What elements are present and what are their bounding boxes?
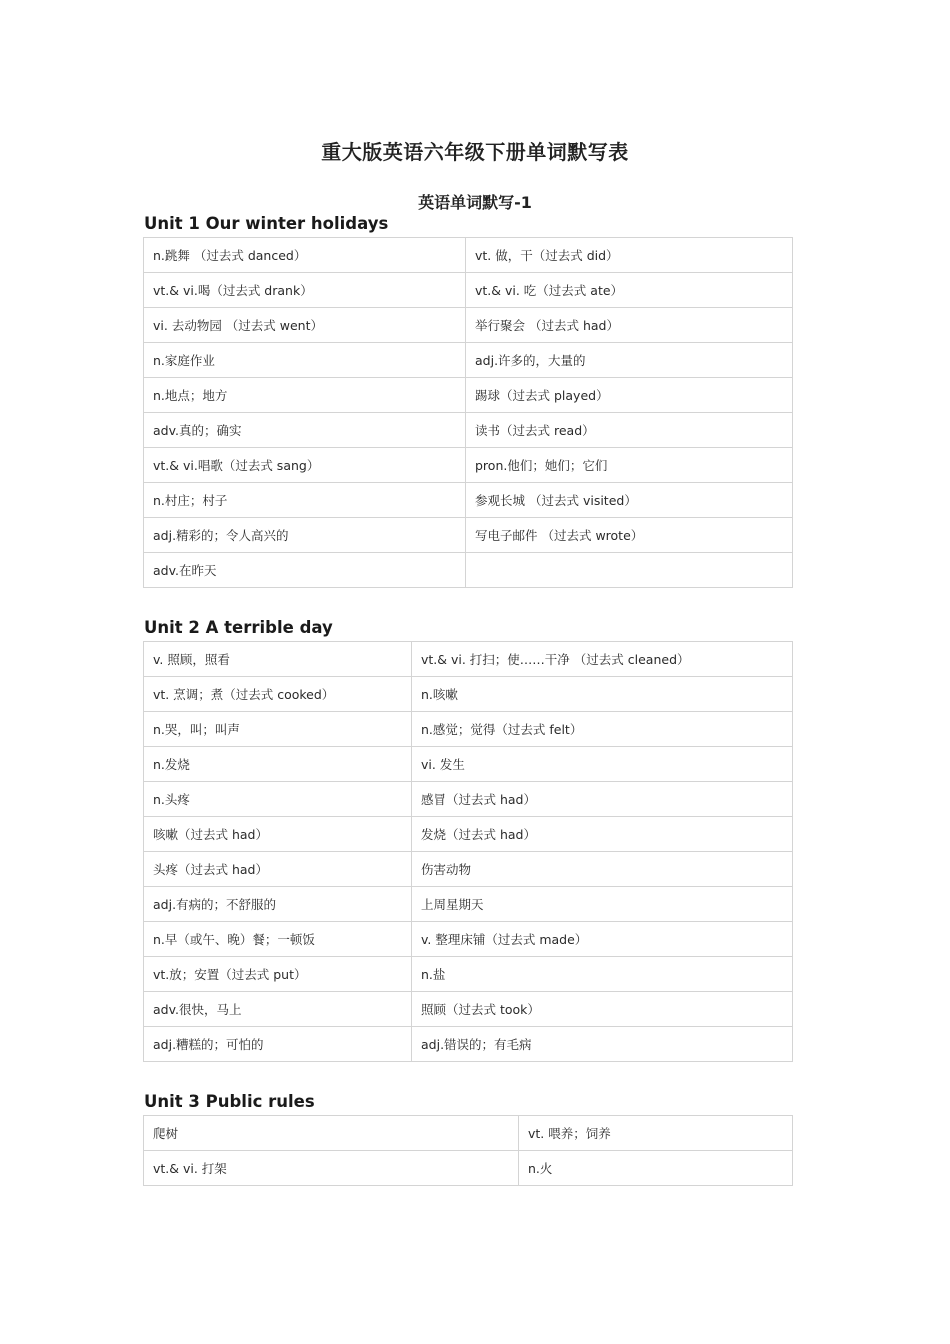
table-cell: adv.在昨天	[144, 553, 466, 588]
unit-3-heading: Unit 3 Public rules	[144, 1092, 315, 1111]
table-row	[144, 308, 793, 343]
table-cell: adv.很快，马上	[144, 992, 412, 1027]
table-row	[144, 677, 793, 712]
table-row	[144, 483, 793, 518]
table-row	[144, 343, 793, 378]
table-cell	[466, 553, 793, 588]
table-row	[144, 992, 793, 1027]
table-cell: 举行聚会 （过去式 had）	[466, 308, 793, 343]
table-cell: 爬树	[144, 1116, 519, 1151]
table-row	[144, 1116, 793, 1151]
table-cell: n.地点；地方	[144, 378, 466, 413]
table-row	[144, 957, 793, 992]
table-cell: n.早（或午、晚）餐；一顿饭	[144, 922, 412, 957]
table-cell: adj.有病的；不舒服的	[144, 887, 412, 922]
table-cell: n.咳嗽	[412, 677, 793, 712]
table-row	[144, 378, 793, 413]
table-row	[144, 712, 793, 747]
table-cell: vt. 喂养；饲养	[519, 1116, 793, 1151]
table-cell: v. 照顾，照看	[144, 642, 412, 677]
table-cell: adj.精彩的；令人高兴的	[144, 518, 466, 553]
table-cell: vt.& vi. 打架	[144, 1151, 519, 1186]
table-row	[144, 782, 793, 817]
table-cell: 感冒（过去式 had）	[412, 782, 793, 817]
table-cell: 发烧（过去式 had）	[412, 817, 793, 852]
unit-3-vocab-table	[143, 1115, 793, 1186]
table-cell: vt.放；安置（过去式 put）	[144, 957, 412, 992]
table-cell: vt. 做，干（过去式 did）	[466, 238, 793, 273]
table-row	[144, 413, 793, 448]
table-cell: vt.& vi.喝（过去式 drank）	[144, 273, 466, 308]
unit-1-vocab-table	[143, 237, 793, 588]
table-cell: n.头疼	[144, 782, 412, 817]
table-cell: 头疼（过去式 had）	[144, 852, 412, 887]
table-cell: n.发烧	[144, 747, 412, 782]
table-cell: vt.& vi. 吃（过去式 ate）	[466, 273, 793, 308]
unit-1-heading: Unit 1 Our winter holidays	[144, 214, 389, 233]
table-cell: adv.真的；确实	[144, 413, 466, 448]
page-title: 重大版英语六年级下册单词默写表	[321, 140, 629, 164]
table-cell: 踢球（过去式 played）	[466, 378, 793, 413]
table-cell: adj.糟糕的；可怕的	[144, 1027, 412, 1062]
table-cell: vi. 发生	[412, 747, 793, 782]
table-cell: adj.错误的；有毛病	[412, 1027, 793, 1062]
table-cell: n.跳舞 （过去式 danced）	[144, 238, 466, 273]
table-cell: 咳嗽（过去式 had）	[144, 817, 412, 852]
table-row	[144, 747, 793, 782]
table-cell: n.感觉；觉得（过去式 felt）	[412, 712, 793, 747]
table-row	[144, 852, 793, 887]
table-row	[144, 518, 793, 553]
table-cell: 读书（过去式 read）	[466, 413, 793, 448]
table-row	[144, 887, 793, 922]
table-cell: v. 整理床铺（过去式 made）	[412, 922, 793, 957]
unit-2-vocab-table	[143, 641, 793, 1062]
table-cell: adj.许多的，大量的	[466, 343, 793, 378]
table-cell: n.火	[519, 1151, 793, 1186]
table-row	[144, 273, 793, 308]
table-row	[144, 553, 793, 588]
table-row	[144, 817, 793, 852]
table-cell: n.村庄；村子	[144, 483, 466, 518]
table-cell: 伤害动物	[412, 852, 793, 887]
table-cell: n.家庭作业	[144, 343, 466, 378]
table-cell: vt.& vi.唱歌（过去式 sang）	[144, 448, 466, 483]
table-cell: vt. 烹调；煮（过去式 cooked）	[144, 677, 412, 712]
table-cell: n.哭，叫；叫声	[144, 712, 412, 747]
unit-2-heading: Unit 2 A terrible day	[144, 618, 333, 637]
table-cell: 上周星期天	[412, 887, 793, 922]
table-row	[144, 238, 793, 273]
page-subtitle: 英语单词默写-1	[418, 193, 532, 212]
table-cell: vi. 去动物园 （过去式 went）	[144, 308, 466, 343]
table-row	[144, 922, 793, 957]
table-cell: pron.他们；她们；它们	[466, 448, 793, 483]
table-cell: 写电子邮件 （过去式 wrote）	[466, 518, 793, 553]
table-row	[144, 448, 793, 483]
table-row	[144, 1151, 793, 1186]
table-row	[144, 1027, 793, 1062]
table-cell: 照顾（过去式 took）	[412, 992, 793, 1027]
table-cell: vt.& vi. 打扫；使……干净 （过去式 cleaned）	[412, 642, 793, 677]
table-cell: n.盐	[412, 957, 793, 992]
table-cell: 参观长城 （过去式 visited）	[466, 483, 793, 518]
table-row	[144, 642, 793, 677]
